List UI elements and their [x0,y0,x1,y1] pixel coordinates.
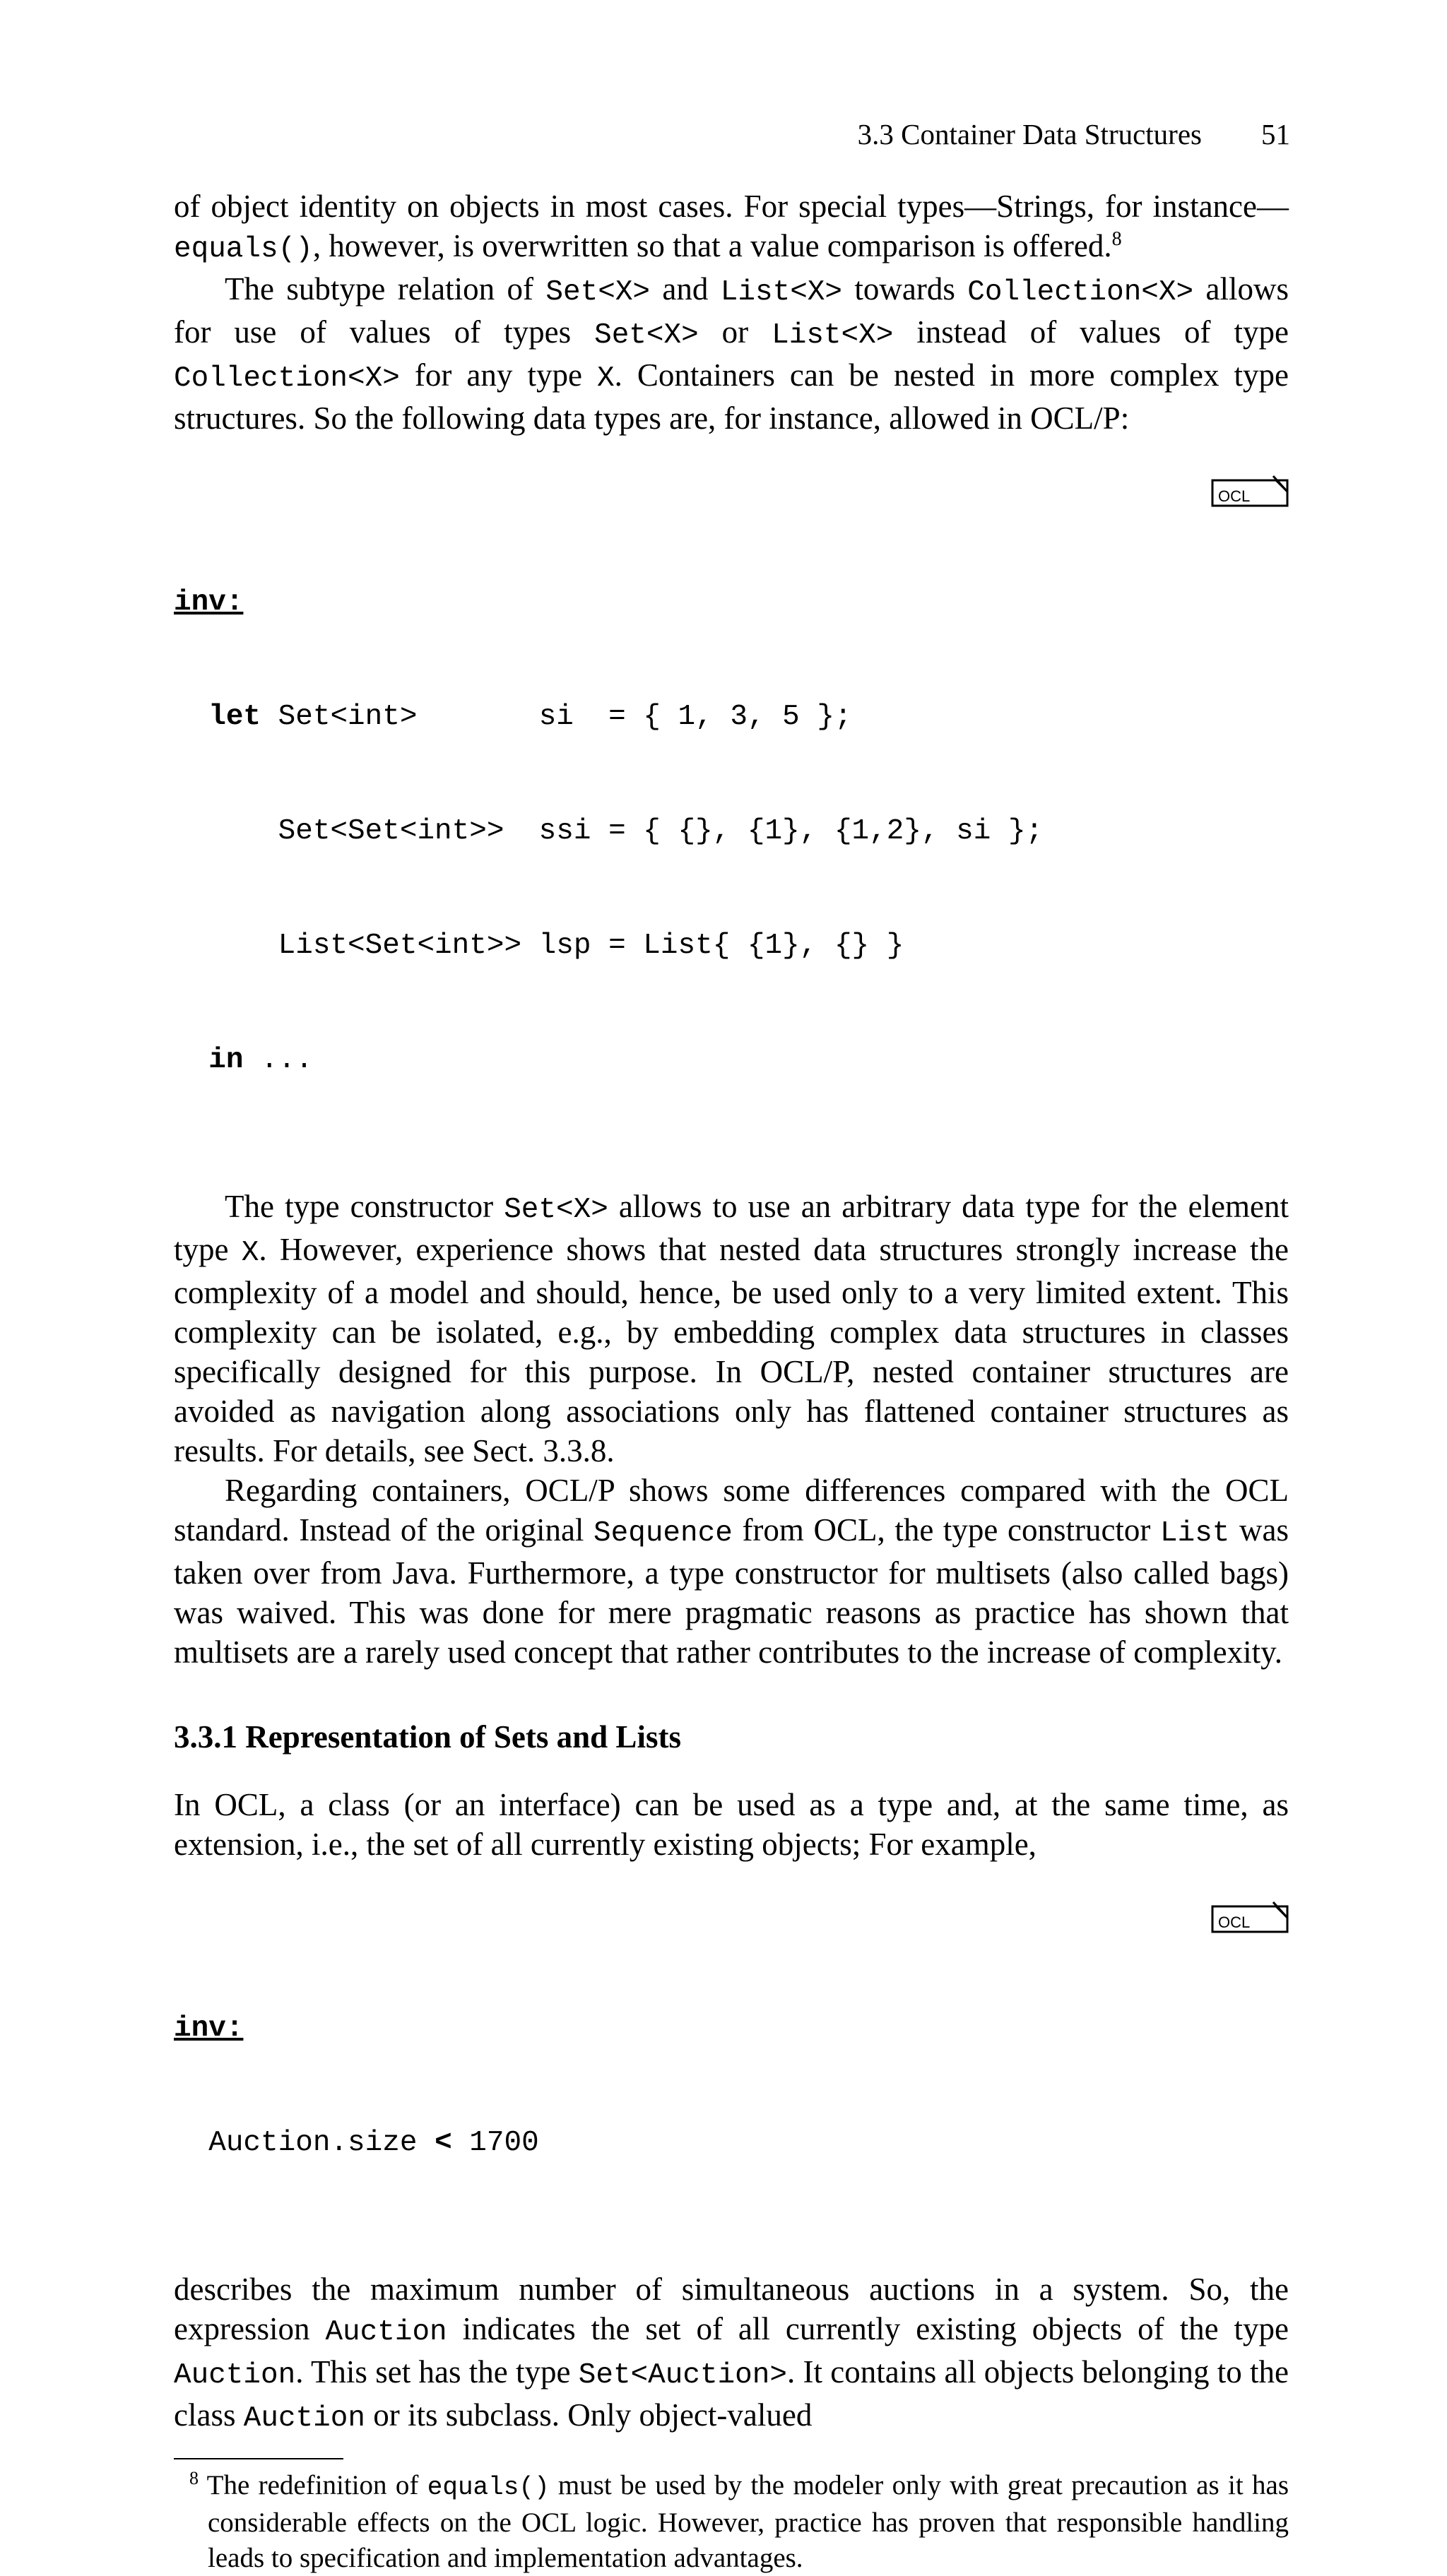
page-number: 51 [1261,118,1290,150]
ocl-badge-icon [1211,1901,1289,1933]
section-title: 3.3 Container Data Structures [857,118,1202,150]
paragraph-4: Regarding containers, OCL/P shows some differences compared with the OCL standard. Instead of the original Sequence from OCL, the type constructor List was taken over from Java. Furthermore, a type constructor for multisets (also called bags) was waived. This was done for mere pragmatic reasons as practice has shown that multisets are a rarely used concept that rather contributes to the increase of complexity. [174,1473,1289,1670]
code-block-1: OCL inv: let Set<int> si = { 1, 3, 5 }; Set<Set<int>> ssi = { {}, {1}, {1,2}, si }; List<Set<int>> lsp = List{ {1}, {} } in ... [174,469,1289,1156]
code-line: List<Set<int>> lsp = List{ {1}, {} } [174,930,904,962]
paragraph-2: The subtype relation of Set<X> and List<X> towards Collection<X> allows for use of values of types Set<X> or List<X> instead of values of type Collection<X> for any type X. Containers can be nested in more complex type structures. So the following data types are, for instance, allowed in OCL/P: [174,271,1289,436]
section-heading: 3.3.1 Representation of Sets and Lists [174,1719,681,1755]
running-header [858,117,1290,151]
inv-keyword: inv: [174,586,244,619]
footnote-rule [174,2458,343,2459]
footnote-ref: 8 [1111,228,1122,250]
in-keyword: in [208,1044,244,1076]
paragraph-1: of object identity on objects in most cases. For special types—Strings, for instance—equals(), however, is overwritten so that a value comparison is offered.$^8$ [174,189,1289,266]
main-text [174,186,1289,2576]
let-keyword: let [208,701,261,733]
inline-code: equals() [174,233,313,266]
code-line: Set<int> si = { 1, 3, 5 }; [261,701,852,733]
footnote: $^8$ The redefinition of equals() must be used by the modeler only with great precaution as it has considerable effects on the OCL logic. However, practice has proven that responsible handling leads to specification and implementation advantages. [189,2468,1289,2573]
inv-keyword: inv: [174,2012,244,2045]
svg-text:OCL: OCL [1218,1913,1251,1931]
ocl-badge-icon [1211,475,1289,507]
paragraph-5: In OCL, a class (or an interface) can be used as a type and, at the same time, as extension, i.e., the set of all currently existing objects; For example, [174,1787,1289,1862]
svg-text:OCL: OCL [1218,487,1251,505]
paragraph-6: describes the maximum number of simultaneous auctions in a system. So, the expression Auction indicates the set of all currently existing objects of the type Auction. This set has the type Set<Auction>. It contains all objects belonging to the class Auction or its subclass. Only object-valued [174,2272,1289,2435]
paragraph-3: The type constructor Set<X> allows to use an arbitrary data type for the element type X. However, experience shows that nested data structures strongly increase the complexity of a model and should, hence, be used only to a very limited extent. This complexity can be isolated, e.g., by embedding complex data structures in classes specifically designed for this purpose. In OCL/P, nested container structures are avoided as navigation along associations only has flattened container structures as results. For details, see Sect. 3.3.8. [174,1189,1289,1468]
code-block-2: OCL inv: Auction.size < 1700 [174,1895,1289,2238]
code-line: Set<Set<int>> ssi = { {}, {1}, {1,2}, si }; [174,815,1044,848]
